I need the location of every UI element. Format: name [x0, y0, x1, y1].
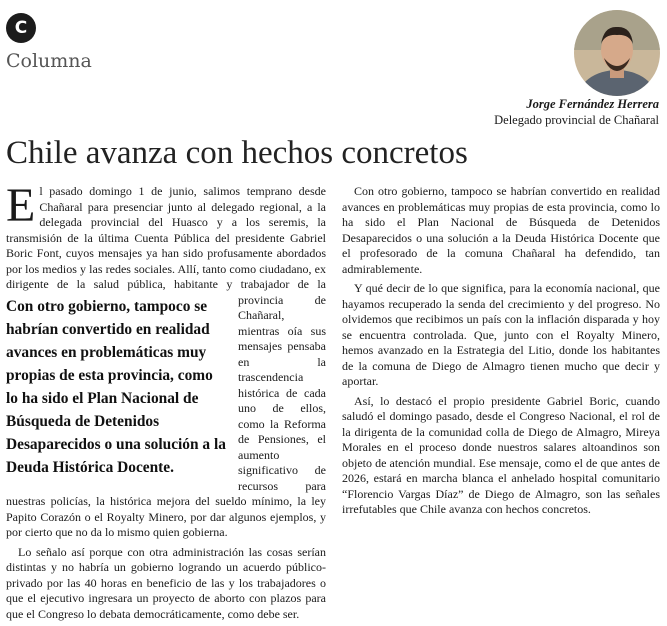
article-paragraph: Así, lo destacó el propio presidente Gabriel Boric, cuando saludó el domingo pasado, desde el Congreso Nacional, el rol de la dirigenta de la comunidad colla de Diego de Almagro, Mireya Morales en el proceso donde nuestros salares altoandinos son objeto de atención mundial. Ese mensaje, como el de que antes de 2026, estará en marcha blanca el anhelado hospital comunitario “Florencio Vargas Díaz” de Diego de Almagro, son las señales irrefutables que Chile avanza con hechos concretos. [342, 393, 660, 516]
paragraph-text-continued: habitante y trabajador de la provincia de Chañaral, mientras oía sus mensajes pensaba en la trascendencia histórica de cada uno de ellos, como la Reforma de Pensiones, el aumento significativo de recursos para nuestras policías, la histórica mejora del sueldo mínimo, la ley Papito Corazón o el Royalty Minero, por dar algunos ejemplos, y por cierto que no da lo mismo quien gobierna. [6, 277, 326, 539]
section-label: Columna [6, 50, 92, 72]
article-column-right [342, 184, 660, 522]
section-badge: C [6, 13, 36, 43]
author-role: Delegado provincial de Chañaral [494, 113, 659, 127]
author-photo [574, 10, 660, 96]
article-paragraph [6, 179, 326, 541]
article-paragraph: Y qué decir de lo que significa, para la economía nacional, que hayamos recuperado la senda del crecimiento y del progreso. No olvidemos que recibimos un país con la inflación disparada y hoy se encuentra controlada. Que, junto con el Royalty Minero, hemos avanzado en la Estrategia del Litio, donde los habitantes de la comuna de Diego de Almagro tienen mucho que decir y aportar. [342, 281, 660, 388]
dropcap: E [6, 179, 36, 232]
author-portrait-icon [574, 10, 660, 96]
article-column-left [6, 179, 326, 626]
article-paragraph: Lo señalo así porque con otra administración las cosas serían distintas y no habría un gobierno logrando un acuerdo público-privado por las 40 horas en beneficio de las y los trabajadores o que el ejecutivo ingresara un proyecto de aborto con plazos para que el Congreso lo debata democráticamente, como debe ser. [6, 544, 326, 621]
article-paragraph: Con otro gobierno, tampoco se habrían convertido en realidad avances en problemáticas muy propias de esta provincia, como lo ha sido el Plan Nacional de Búsqueda de Detenidos Desaparecidos o una solución a la Deuda Histórica Docente que el profesorado de la comuna Chañaral ha defendido, tan admirablemente. [342, 184, 660, 276]
headline: Chile avanza con hechos concretos [6, 135, 468, 171]
paragraph-text: l pasado domingo 1 de junio, salimos temprano desde Chañaral para presenciar junto al delegado regional, a la delegada provincial del Huasco y a los seremis, la transmisión de la última Cuenta Pública del presidente Gabriel Boric Font, cuyos mensajes ya han sido profusamente abordados por los medios y las redes sociales. Allí, tanto como ciudadano, ex dirigente de la salud pública, [6, 184, 326, 291]
pull-quote: Con otro gobierno, tampoco se habrían convertido en realidad avances en problemáticas muy propias de esta provincia, como lo ha sido el Plan Nacional de Búsqueda de Detenidos Desaparecidos o una solución a la Deuda Histórica Docente. [6, 297, 226, 476]
author-name: Jorge Fernández Herrera [526, 97, 659, 111]
author-byline [494, 96, 659, 128]
